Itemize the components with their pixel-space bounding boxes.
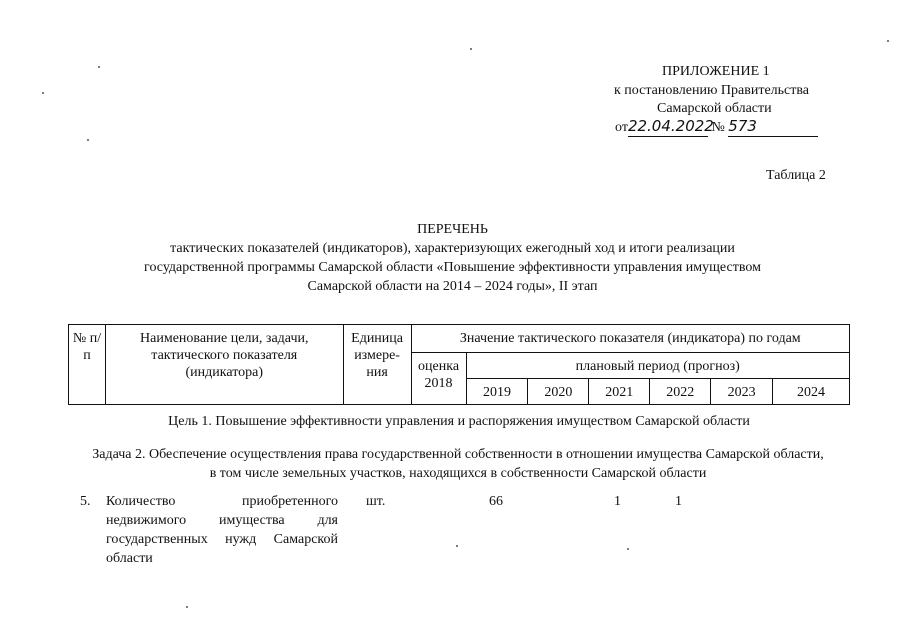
table-label: Таблица 2 <box>766 168 826 183</box>
header-unit: Единица измере-ния <box>343 325 411 405</box>
row-value-2021: 1 <box>614 494 621 509</box>
task-heading: Задача 2. Обеспечение осуществления права государственной собственности в отношении имущества Самарской области, в том числе земельных участков, находящихся в собственности Самарской области <box>92 447 824 481</box>
title-line-2: тактических показателей (индикаторов), характеризующих ежегодный ход и итоги реализации <box>170 241 735 256</box>
number-label: № <box>711 120 725 135</box>
scan-speck <box>98 66 100 68</box>
appendix-title: ПРИЛОЖЕНИЕ 1 <box>662 64 770 79</box>
header-num: № п/п <box>69 325 106 405</box>
title-heading: ПЕРЕЧЕНЬ <box>417 222 488 237</box>
indicator-table-header <box>68 324 850 405</box>
appendix-decree-line: к постановлению Правительства <box>614 83 810 98</box>
handwritten-number: 573 <box>728 117 818 137</box>
appendix-date-line <box>615 117 827 137</box>
scan-speck <box>470 48 472 50</box>
scan-speck <box>186 606 188 608</box>
row-value-2022: 1 <box>675 494 682 509</box>
title-line-4: Самарской области на 2014 – 2024 годы», II этап <box>307 279 598 294</box>
document-title <box>60 220 845 296</box>
header-estimate: оценка 2018 <box>411 353 466 405</box>
row-unit: шт. <box>366 494 386 509</box>
year-2020: 2020 <box>528 379 589 405</box>
header-planned: плановый период (прогноз) <box>466 353 849 379</box>
scan-speck <box>87 139 89 141</box>
year-2023: 2023 <box>711 379 773 405</box>
scan-speck <box>456 545 458 547</box>
appendix-region-line: Самарской области <box>657 101 772 116</box>
year-2024: 2024 <box>773 379 850 405</box>
scan-speck <box>887 40 889 42</box>
header-values: Значение тактического показателя (индикатора) по годам <box>411 325 849 353</box>
header-name: Наименование цели, задачи, тактического показателя (индикатора) <box>105 325 343 405</box>
year-2021: 2021 <box>589 379 650 405</box>
year-2019: 2019 <box>466 379 528 405</box>
row-number: 5. <box>80 494 91 509</box>
title-line-3: государственной программы Самарской области «Повышение эффективности управления имуществом <box>144 260 761 275</box>
row-indicator-name: Количество приобретенного недвижимого имущества для государственных нужд Самарской области <box>106 494 338 566</box>
scan-speck <box>627 548 629 550</box>
row-value-2019: 66 <box>489 494 503 509</box>
goal-heading: Цель 1. Повышение эффективности управления и распоряжения имуществом Самарской области <box>168 414 750 429</box>
year-2022: 2022 <box>650 379 711 405</box>
scan-speck <box>42 92 44 94</box>
from-label: от <box>615 120 628 135</box>
handwritten-date: 22.04.2022 <box>627 117 714 135</box>
